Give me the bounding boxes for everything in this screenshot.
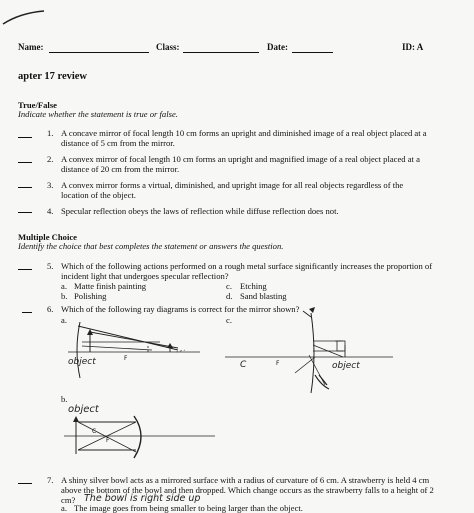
answer-blank-6[interactable] bbox=[22, 312, 32, 313]
id-label: ID: A bbox=[402, 42, 424, 52]
date-field[interactable] bbox=[292, 52, 333, 53]
question-number-5: 5. bbox=[47, 261, 54, 271]
choice-text-5c: Etching bbox=[240, 281, 267, 291]
focal-label-a: F bbox=[124, 355, 128, 362]
answer-blank-7[interactable] bbox=[18, 483, 32, 484]
choice-letter-7a: a. bbox=[61, 503, 67, 513]
ray-diagram-c bbox=[225, 305, 395, 395]
class-label: Class: bbox=[156, 42, 180, 52]
page-title: apter 17 review bbox=[18, 71, 88, 82]
answer-blank-5[interactable] bbox=[18, 269, 32, 270]
question-text-7: A shiny silver bowl acts as a mirrored surface with a radius of curvature of 6 cm. A strawberry is held 4 cm above the bottom of the bowl and then dropped. Which change occurs as the strawberry falls to a height of 2 cm? bbox=[61, 475, 434, 505]
answer-blank-2[interactable] bbox=[18, 162, 32, 163]
handwritten-object-c: object bbox=[332, 361, 360, 371]
choice-text-5b: Polishing bbox=[74, 291, 107, 301]
question-number-1: 1. bbox=[47, 128, 54, 138]
focal-label-b: F bbox=[106, 437, 110, 444]
answer-blank-4[interactable] bbox=[18, 212, 32, 213]
handwritten-object-b: object bbox=[68, 404, 99, 415]
center-label-b: C bbox=[92, 428, 97, 435]
choice-letter-5a: a. bbox=[61, 281, 67, 291]
diagram-label-a: a. bbox=[61, 315, 67, 325]
choice-text-5a: Matte finish painting bbox=[74, 281, 147, 291]
question-text-2: A convex mirror of focal length 10 cm forms an upright and magnified image of a real object placed at a distance of 20 cm from the mirror. bbox=[61, 154, 420, 174]
multiple-choice-heading: Multiple Choice bbox=[18, 232, 77, 242]
diagram-label-b: b. bbox=[61, 394, 68, 404]
question-number-2: 2. bbox=[47, 154, 54, 164]
handwritten-bowl-note: The bowl is right side up bbox=[84, 493, 201, 504]
name-label: Name: bbox=[18, 42, 44, 52]
true-false-instructions: Indicate whether the statement is true or false. bbox=[18, 109, 178, 119]
true-false-heading: True/False bbox=[18, 100, 57, 110]
choice-text-5d: Sand blasting bbox=[240, 291, 287, 301]
handwritten-object-a: object bbox=[68, 357, 96, 367]
answer-blank-1[interactable] bbox=[18, 137, 32, 138]
center-label-c: C bbox=[240, 360, 247, 370]
diagram-label-c: c. bbox=[226, 315, 232, 325]
date-label: Date: bbox=[267, 42, 288, 52]
pen-stroke-mark bbox=[0, 0, 50, 30]
question-text-5: Which of the following actions performed on a rough metal surface significantly increases the proportion of incident light that undergoes specular reflection? bbox=[61, 261, 433, 281]
ray-diagram-a bbox=[60, 320, 220, 380]
question-number-4: 4. bbox=[47, 206, 54, 216]
choice-letter-5c: c. bbox=[226, 281, 232, 291]
question-number-7: 7. bbox=[47, 475, 54, 485]
question-text-3: A convex mirror forms a virtual, diminished, and upright image for all real objects regardless of the location of the object. bbox=[61, 180, 404, 200]
choice-letter-5d: d. bbox=[226, 291, 233, 301]
multiple-choice-instructions: Identify the choice that best completes the statement or answers the question. bbox=[18, 241, 284, 251]
question-text-4: Specular reflection obeys the laws of reflection while diffuse reflection does not. bbox=[61, 206, 339, 216]
name-field[interactable] bbox=[49, 52, 149, 53]
question-text-6: Which of the following ray diagrams is correct for the mirror shown? bbox=[61, 304, 300, 314]
class-field[interactable] bbox=[183, 52, 259, 53]
question-text-1: A concave mirror of focal length 10 cm forms an upright and diminished image of a real object placed at a distance of 5 cm from the mirror. bbox=[61, 128, 427, 148]
choice-letter-5b: b. bbox=[61, 291, 68, 301]
focal-label-c: F bbox=[276, 360, 280, 367]
question-number-3: 3. bbox=[47, 180, 54, 190]
question-number-6: 6. bbox=[47, 304, 54, 314]
ray-diagram-b bbox=[60, 412, 220, 464]
choice-text-7a: The image goes from being smaller to being larger than the object. bbox=[74, 503, 303, 513]
answer-blank-3[interactable] bbox=[18, 187, 32, 188]
